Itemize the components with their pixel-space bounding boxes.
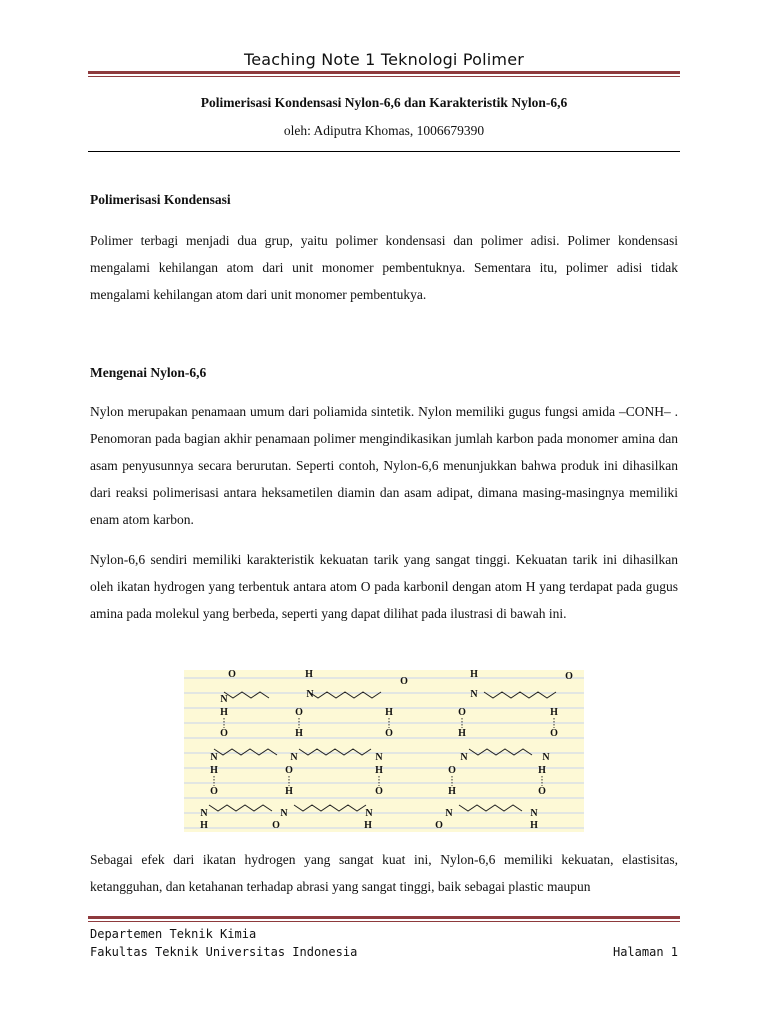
atom-label: O: [435, 820, 443, 831]
atom-label: O: [458, 707, 466, 718]
chain-segment: [299, 749, 371, 755]
atom-label: O: [550, 728, 558, 739]
atom-n: N: [290, 752, 298, 763]
atom-label: H: [538, 765, 546, 776]
chain-segment: [294, 805, 366, 811]
atom-label: H: [285, 786, 293, 797]
paragraph-nylon-strength: Nylon-6,6 sendiri memiliki karakteristik kekuatan tarik yang sangat tinggi. Kekuatan tarik ini dihasilkan oleh ikatan hydrogen yang terbentuk antara atom O pada karbonil dengan atom H yang terdapat pada gugus amina pada molekul yang berbeda, seperti yang dapat dilihat pada ilustrasi di bawah ini.: [90, 552, 678, 621]
section-heading-nylon: Mengenai Nylon-6,6: [90, 365, 207, 380]
atom-n: N: [306, 689, 314, 700]
atom-label: H: [364, 820, 372, 831]
atom-label: O: [385, 728, 393, 739]
atom-n: N: [460, 752, 468, 763]
chain-segment: [209, 805, 272, 811]
atom-n: N: [200, 808, 208, 819]
chain-segment: [469, 749, 532, 755]
atom-o: O: [228, 670, 236, 680]
chain-segment: [214, 749, 277, 755]
header-divider: [88, 71, 680, 77]
atom-n: N: [365, 808, 373, 819]
title-divider: [88, 151, 680, 152]
page-header-title: Teaching Note 1 Teknologi Polimer: [243, 50, 525, 69]
atom-n: N: [542, 752, 550, 763]
footer-department: Departemen Teknik Kimia: [90, 927, 257, 941]
atom-label: O: [538, 786, 546, 797]
atom-o: O: [400, 676, 408, 687]
atom-label: H: [295, 728, 303, 739]
paragraph-nylon-effects: Sebagai efek dari ikatan hydrogen yang sangat kuat ini, Nylon-6,6 memiliki kekuatan, elastisitas, ketangguhan, dan ketahanan terhadap abrasi yang sangat tinggi, baik sebagai plastic maupun: [90, 852, 678, 894]
atom-n: N: [220, 694, 228, 705]
atom-label: O: [295, 707, 303, 718]
atom-label: H: [385, 707, 393, 718]
nylon-hydrogen-bond-figure: [184, 670, 584, 832]
atom-label: H: [375, 765, 383, 776]
atom-label: O: [375, 786, 383, 797]
atom-n: N: [280, 808, 288, 819]
footer-faculty: Fakultas Teknik Universitas Indonesia: [90, 945, 358, 959]
paragraph-kondensasi: Polimer terbagi menjadi dua grup, yaitu polimer kondensasi dan polimer adisi. Polimer kondensasi mengalami kehilangan atom dari unit monomer pembentuknya. Sementara itu, polimer adisi tidak mengalami kehilangan atom dari unit monomer pembentukya.: [90, 233, 678, 302]
atom-n: N: [210, 752, 218, 763]
atom-label: O: [448, 765, 456, 776]
atom-label: H: [550, 707, 558, 718]
footer-page-number: Halaman 1: [612, 945, 678, 959]
atom-n: N: [470, 689, 478, 700]
atom-label: H: [448, 786, 456, 797]
atom-label: O: [272, 820, 280, 831]
atom-label: H: [530, 820, 538, 831]
document-author: oleh: Adiputra Khomas, 1006679390: [283, 123, 485, 138]
atom-label: H: [210, 765, 218, 776]
chain-segment: [459, 805, 522, 811]
atom-label: O: [220, 728, 228, 739]
atom-n: N: [445, 808, 453, 819]
atom-label: H: [458, 728, 466, 739]
atom-n: N: [530, 808, 538, 819]
paragraph-nylon-intro: Nylon merupakan penamaan umum dari poliamida sintetik. Nylon memiliki gugus fungsi amida –CONH– . Penomoran pada bagian akhir penamaan polimer mengindikasikan jumlah karbon pada monomer amina dan asam penyusunnya secara berurutan. Seperti contoh, Nylon-6,6 menunjukkan bahwa produk ini dihasilkan dari reaksi polimerisasi antara heksametilen diamin dan asam adipat, dimana masing-masingnya memiliki enam atom karbon.: [90, 404, 678, 527]
nylon-structure-diagram: [184, 670, 584, 832]
section-heading-kondensasi: Polimerisasi Kondensasi: [90, 192, 231, 207]
footer-divider: [88, 916, 680, 922]
atom-o: O: [565, 671, 573, 682]
atom-h: H: [305, 670, 313, 680]
atom-label: H: [200, 820, 208, 831]
document-title: Polimerisasi Kondensasi Nylon-6,6 dan Karakteristik Nylon-6,6: [200, 95, 568, 110]
atom-label: H: [220, 707, 228, 718]
atom-label: O: [210, 786, 218, 797]
atom-n: N: [375, 752, 383, 763]
atom-h: H: [470, 670, 478, 680]
atom-label: O: [285, 765, 293, 776]
